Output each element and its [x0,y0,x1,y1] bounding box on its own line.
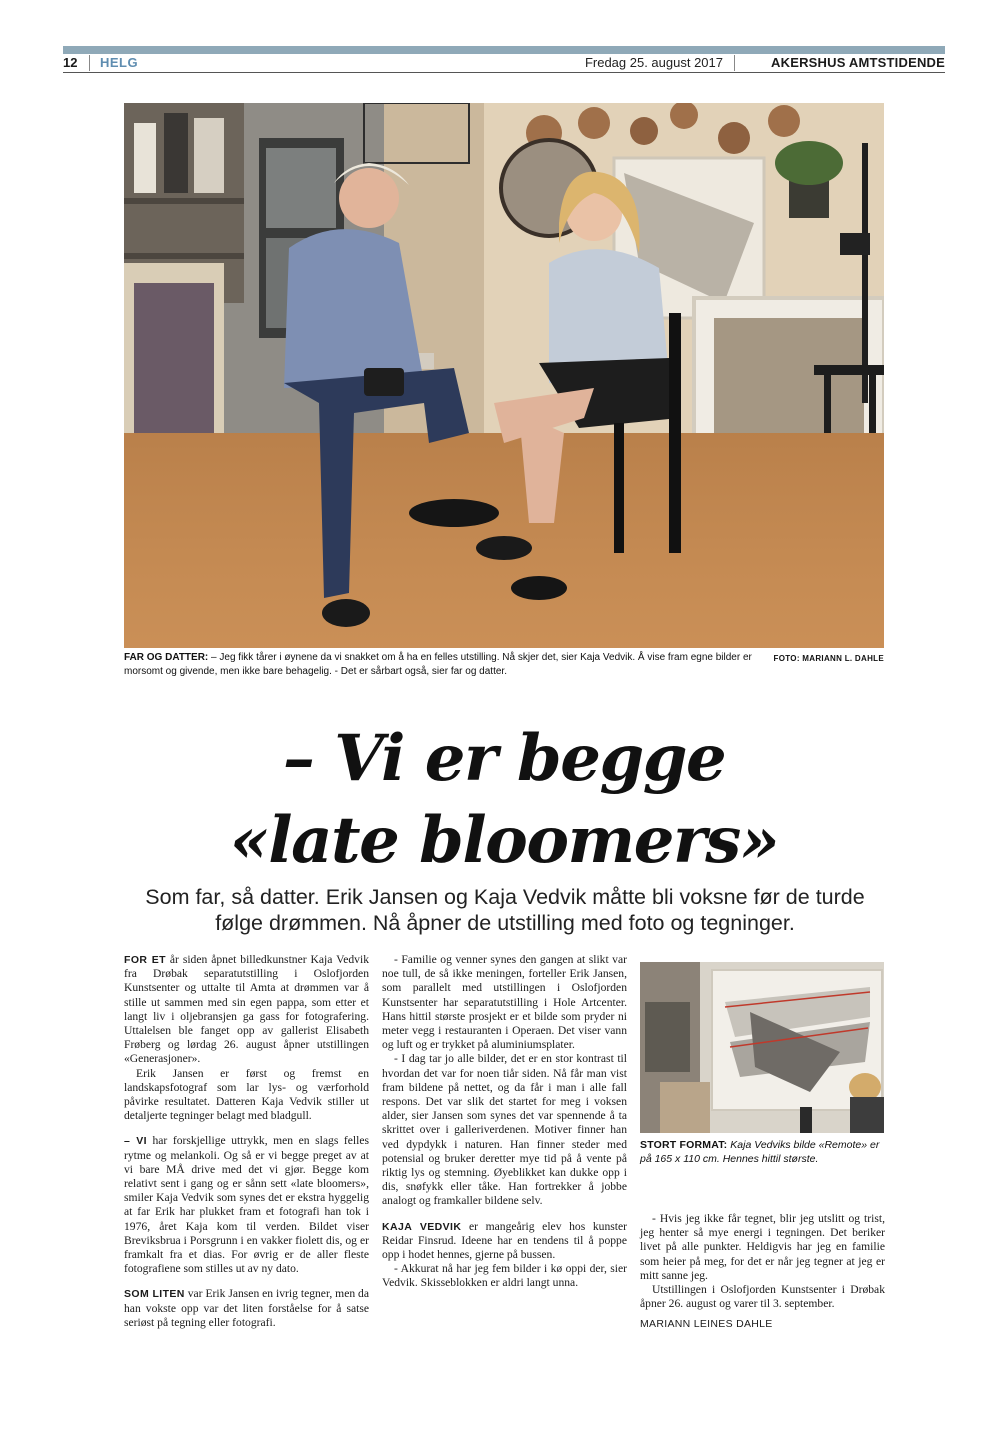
body-paragraph: - Hvis jeg ikke får tegnet, blir jeg utslitt og trist, jeg henter så mye energi i tegningen. Det beriker livet på alle punkter. Heldigvis har jeg en familie som heier på meg, for det er når jeg tegner at jeg er mitt sanne jeg. [640,1212,885,1282]
caption-lead: FAR OG DATTER: [124,652,209,663]
lead-in: KAJA VEDVIK [382,1220,462,1233]
lead-in: – VI [124,1135,147,1148]
artwork-caption [640,1138,884,1166]
body-paragraph: - I dag tar jo alle bilder, det er en stor kontrast til hvordan det var for noen tiår siden. Nå får man vist fram bildene på nettet, og da får i man i alle fall respons. Det var slik det startet for meg i voksen alder, sier Jansen som synes det var spennende å ta skrittet over i galleriverdenen. Motiver finner han ved dypdykk i naturen. Han finner steder med potensial og bruker deretter mye tid på å vente på riktig lys og stemning. Øyeblikket kan dukke opp i dis, snøfykk eller tåke. Han fortrekker å jobbe analogt og framkaller bildene selv. [382,1052,627,1208]
lead-in: FOR ET [124,954,166,966]
deck-line-2: følge drømmen. Nå åpner de utstilling med foto og tegninger. [215,911,795,935]
body-paragraph: Utstillingen i Oslofjorden Kunstsenter i Drøbak åpner 26. august og varer til 3. september. [640,1283,885,1311]
top-accent-rule [63,46,945,54]
headline-line-2: «late bloomers» [229,803,779,878]
header-divider [89,55,90,71]
body-column-3 [640,1212,885,1332]
body-paragraph [382,1220,627,1263]
body-paragraph [124,953,369,1067]
body-paragraph [124,1134,369,1276]
publication-date: Fredag 25. august 2017 [584,55,723,70]
body-paragraph: - Familie og venner synes den gangen at slikt var noe tull, de så ikke meningen, forteller Erik Jansen, som parallelt med utstillingen i Oslofjorden Kunstsenter har separatutstilling i Hole Artcenter. Hans hittil største prosjekt er et bilde som pryder ni meter vegg i restauranten i Operaen. Det viser vann og luft og er trykket på aluminiumsplater. [382,953,627,1052]
deck [110,884,900,936]
body-paragraph [124,1287,369,1330]
photo-caption [124,651,884,679]
byline: MARIANN LEINES DAHLE [640,1318,773,1331]
section-label: HELG [100,55,139,70]
paragraph-text: år siden åpnet billedkunstner Kaja Vedvik fra Drøbak separatutstilling i Oslofjorden Kunstsenter og uttalte til Amta at drømmen var å stille ut sammen med sin egen pappa, som etter et langt liv i oljebransjen ga gass for fotografering. Uttalelsen ble fanget opp av gallerist Elisabeth Frøberg og lørdag 26. august åpner utstillingen «Generasjoner». [124,953,369,1066]
headline-line-1: – Vi er begge [282,721,726,796]
main-photo [124,103,884,648]
deck-line-1: Som far, så datter. Erik Jansen og Kaja Vedvik måtte bli voksne før de turde [145,885,865,909]
publication-name: AKERSHUS AMTSTIDENDE [771,55,945,70]
paragraph-text: var Erik Jansen en ivrig tegner, men da han vokste opp var det liten forståelse for å satse seriøst på tegning eller fotografi. [124,1287,369,1329]
header-rule [63,72,945,73]
paragraph-text: er mangeårig elev hos kunster Reidar Finsrud. Ideene har en tendens til å poppe opp i hodet hennes, gjerne på bussen. [382,1219,627,1262]
paragraph-text: har forskjellige uttrykk, men en slags felles rytme og melankoli. Og så er vi begge preget av at vi bare MÅ drive med det vi gjør. Begge kom relativt sent i gang og er sånn sett «late bloomers», smiler Kaja Vedvik som synes det er ekstra hyggelig at far Erik har plukket fram et fotografi han tok i 1976, året Kaja kom til verden. Bildet viser Breviksbrua i Porsgrunn i en vakker fiolett dis, og er framkalt fra et dias. For øvrig er de aller fleste fotografiene som stilles ut av ny dato. [124,1134,369,1276]
page-number: 12 [63,55,78,70]
caption-text: – Jeg fikk tårer i øynene da vi snakket om å ha en felles utstilling. Nå skjer det, sier Kaja Vedvik. Å vise fram egne bilder er morsomt og givende, men ikke bare behagelig. - Det er sårbart også, sier far og datter. [124,652,752,677]
body-column-1 [124,953,369,1330]
headline [124,718,884,882]
body-paragraph: Erik Jansen er først og fremst en landskapsfotograf som lar lys- og værforhold påvirke resultatet. Datteren Kaja Vedvik stiller ut detaljerte tegninger belagt med bladgull. [124,1066,369,1123]
caption-lead: STORT FORMAT: [640,1139,728,1151]
body-column-2 [382,953,627,1291]
lead-in: SOM LITEN [124,1288,185,1301]
artwork-photo-illustration [640,962,884,1133]
caption-text: Kaja Vedviks bilde «Remote» er på 165 x 110 cm. Hennes hittil største. [640,1139,880,1165]
artwork-photo [640,962,884,1133]
body-paragraph: - Akkurat nå har jeg fem bilder i kø oppi der, sier Vedvik. Skisseblokken er aldri langt unna. [382,1262,627,1290]
page-header [63,55,945,71]
photo-credit: FOTO: MARIANN L. DAHLE [773,654,884,663]
main-photo-illustration [124,103,884,648]
header-divider [734,55,735,71]
